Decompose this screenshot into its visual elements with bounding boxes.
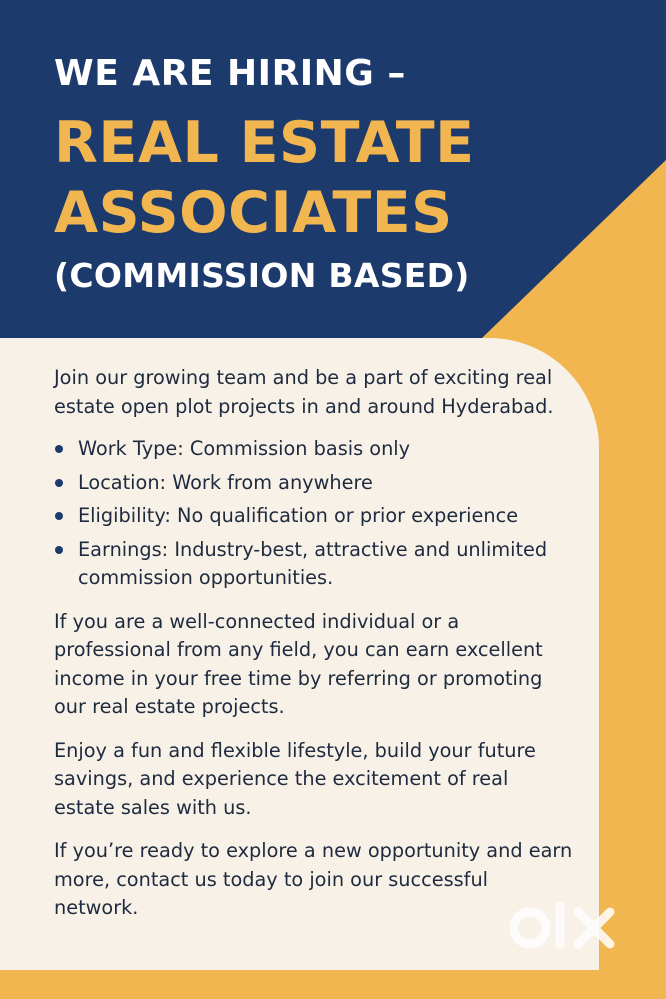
bullet-dot-icon (55, 546, 63, 554)
benefits-list (54, 435, 574, 593)
bullet-item-eligibility (54, 502, 574, 531)
body-text (54, 364, 574, 923)
commission-basis-heading: (COMMISSION BASED) (54, 256, 470, 295)
bullet-value: No qualification or prior experience (177, 504, 519, 527)
bullet-value: Industry-best, attractive and unlimited commission opportunities. (78, 537, 548, 589)
paragraph-call-to-action: If you’re ready to explore a new opportunity and earn more, contact us today to join our successful network. (54, 839, 573, 919)
bullet-dot-icon (55, 445, 63, 453)
paragraph-networking: If you are a well-connected individual or a professional from any field, you can earn excellent income in your free time by referring or promoting our real estate projects. (54, 609, 543, 718)
hiring-heading: WE ARE HIRING – (54, 53, 406, 94)
bullet-value: Work from anywhere (172, 470, 373, 494)
bullet-label: Earnings: (78, 537, 169, 561)
role-title-line-1: REAL ESTATE (54, 110, 475, 176)
bullet-label: Eligibility: (78, 504, 171, 527)
content-card (0, 338, 599, 970)
role-title-line-2: ASSOCIATES (54, 180, 453, 246)
paragraph-lifestyle: Enjoy a fun and flexible lifestyle, build your future savings, and experience the excitement of real estate sales with us. (54, 738, 536, 819)
role-title (54, 108, 654, 248)
bullet-item-location (54, 469, 574, 498)
header (54, 52, 654, 298)
olx-logo-icon (506, 890, 626, 970)
bullet-dot-icon (55, 479, 63, 487)
intro-paragraph: Join our growing team and be a part of exciting real estate open plot projects in and around Hyderabad. (54, 366, 554, 418)
bullet-label: Location: (78, 470, 167, 494)
bullet-item-earnings (54, 536, 574, 593)
bullet-item-work-type (54, 435, 574, 464)
bullet-dot-icon (55, 512, 63, 520)
bullet-label: Work Type: (78, 437, 184, 460)
bullet-value: Commission basis only (189, 437, 411, 460)
